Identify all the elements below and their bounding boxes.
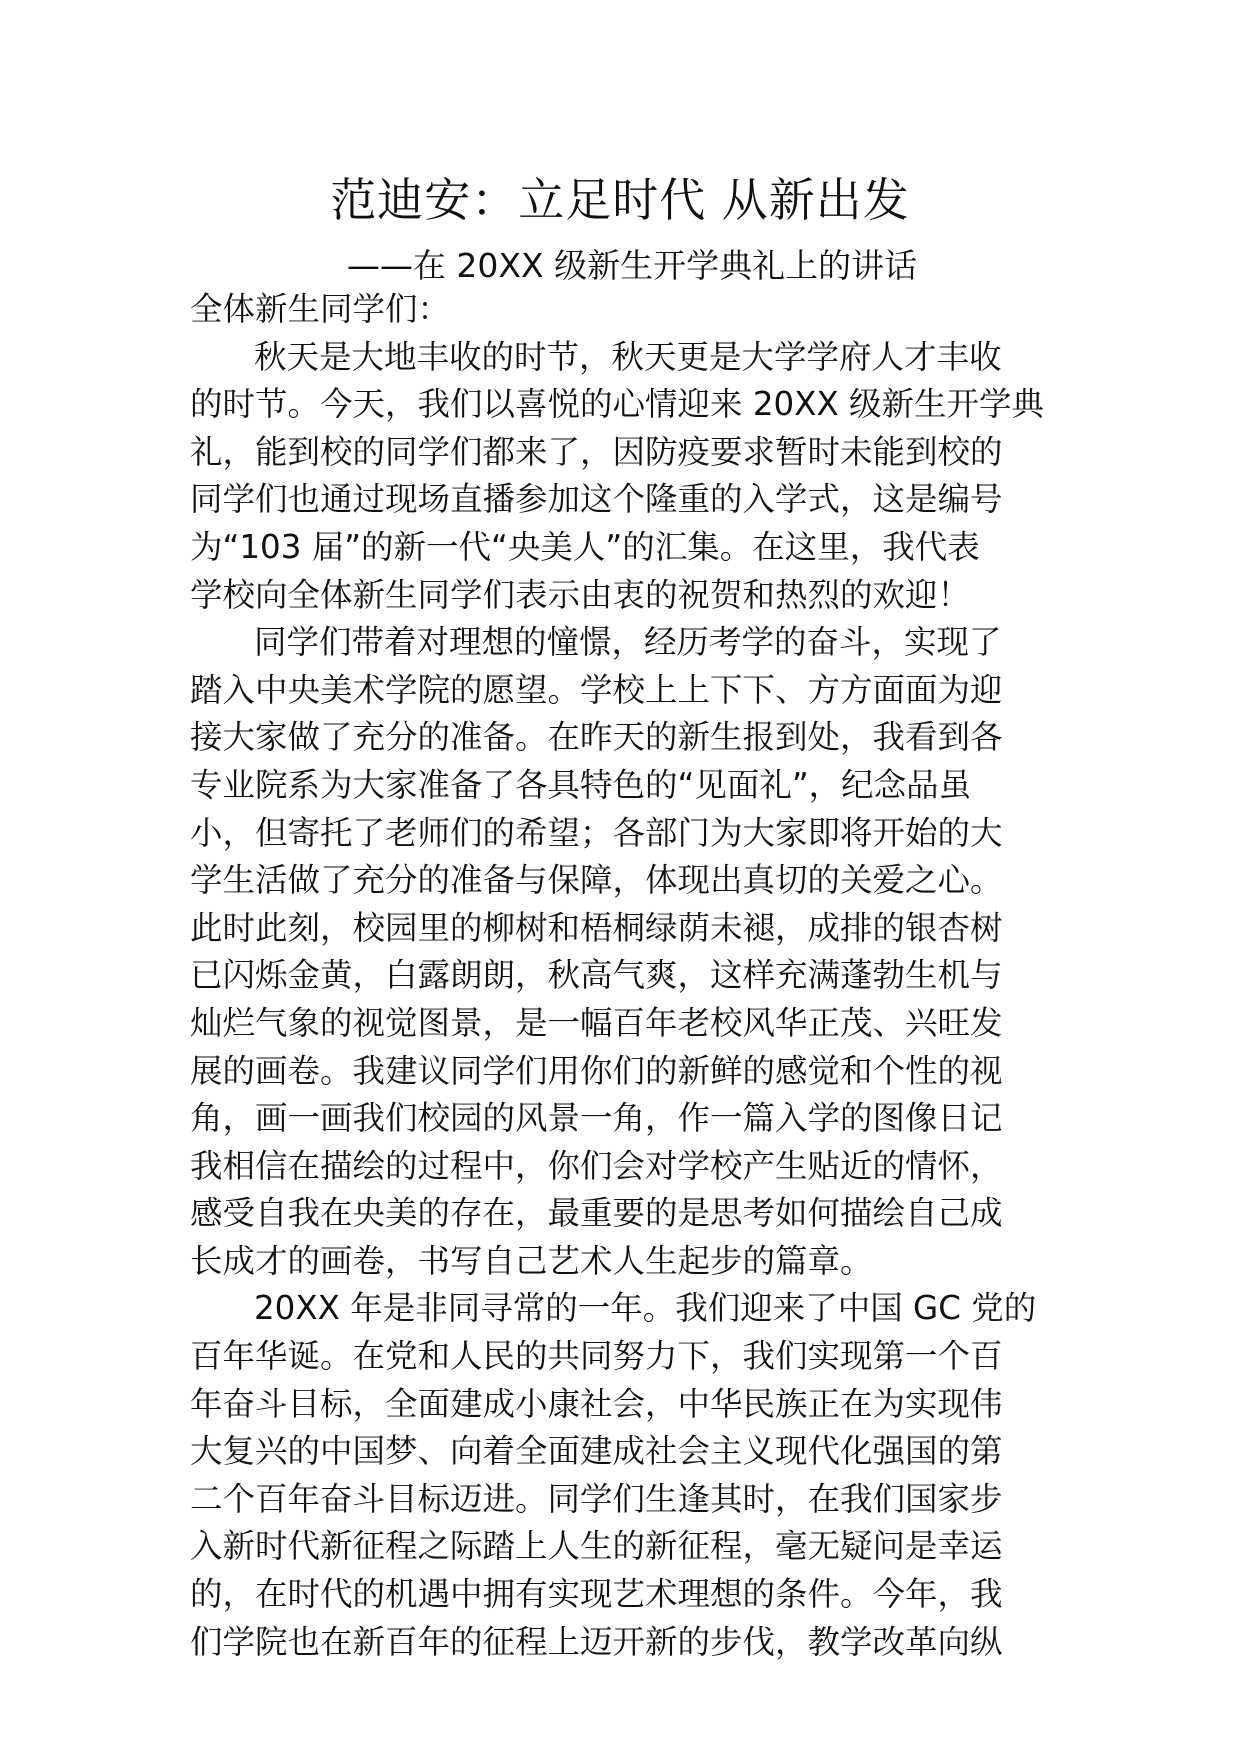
text-line: 感受自我在央美的存在，最重要的是思考如何描绘自己成 — [190, 1194, 1003, 1233]
document-title: 范迪安：立足时代 从新出发 — [330, 173, 910, 227]
text-line: 秋天是大地丰收的时节，秋天更是大学学府人才丰收 — [254, 337, 1002, 376]
text-line: 已闪烁金黄，白露朗朗，秋高气爽，这样充满蓬勃生机与 — [190, 956, 1003, 995]
text-line: 年奋斗目标，全面建成小康社会，中华民族正在为实现伟 — [190, 1384, 1003, 1423]
text-line: 为“103 届”的新一代“央美人”的汇集。在这里，我代表 — [190, 527, 980, 566]
text-line: 礼，能到校的同学们都来了，因防疫要求暂时未能到校的 — [190, 432, 1003, 471]
text-line: 长成才的画卷，书写自己艺术人生起步的篇章。 — [190, 1241, 873, 1280]
text-line: 百年华诞。在党和人民的共同努力下，我们实现第一个百 — [190, 1337, 1003, 1376]
text-line: 灿烂气象的视觉图景，是一幅百年老校风华正茂、兴旺发 — [190, 1003, 1003, 1042]
text-line: 接大家做了充分的准备。在昨天的新生报到处，我看到各 — [190, 718, 1003, 757]
text-line: 小，但寄托了老师们的希望；各部门为大家即将开始的大 — [190, 813, 1003, 852]
text-line: 展的画卷。我建议同学们用你们的新鲜的感觉和个性的视 — [190, 1051, 1003, 1090]
text-line: 20XX 年是非同寻常的一年。我们迎来了中国 GC 党的 — [254, 1289, 1037, 1328]
document-body — [190, 286, 1058, 1666]
text-line: 的时节。今天，我们以喜悦的心情迎来 20XX 级新生开学典 — [190, 385, 1045, 424]
text-line: 角，画一画我们校园的风景一角，作一篇入学的图像日记 — [190, 1099, 1003, 1138]
document-subtitle: ——在 20XX 级新生开学典礼上的讲话 — [346, 246, 918, 285]
text-line: 们学院也在新百年的征程上迈开新的步伐，教学改革向纵 — [190, 1622, 1003, 1661]
text-line: 专业院系为大家准备了各具特色的“见面礼”，纪念品虽 — [190, 765, 972, 804]
text-line: 二个百年奋斗目标迈进。同学们生逢其时，在我们国家步 — [190, 1479, 1003, 1518]
text-line: 同学们带着对理想的憧憬，经历考学的奋斗，实现了 — [254, 623, 1002, 662]
text-line: 踏入中央美术学院的愿望。学校上上下下、方方面面为迎 — [190, 670, 1003, 709]
text-line: 学校向全体新生同学们表示由衷的祝贺和热烈的欢迎！ — [190, 575, 971, 614]
text-line: 全体新生同学们： — [190, 290, 451, 328]
text-line: 此时此刻，校园里的柳树和梧桐绿荫未褪，成排的银杏树 — [190, 908, 1003, 947]
text-line: 我相信在描绘的过程中，你们会对学校产生贴近的情怀， — [190, 1146, 1003, 1185]
text-line: 入新时代新征程之际踏上人生的新征程，毫无疑问是幸运 — [190, 1527, 1003, 1566]
text-line: 大复兴的中国梦、向着全面建成社会主义现代化强国的第 — [190, 1432, 1003, 1471]
text-line: 同学们也通过现场直播参加这个隆重的入学式，这是编号 — [190, 480, 1003, 519]
text-line: 学生活做了充分的准备与保障，体现出真切的关爱之心。 — [190, 861, 1003, 900]
text-line: 的，在时代的机遇中拥有实现艺术理想的条件。今年，我 — [190, 1575, 1003, 1614]
